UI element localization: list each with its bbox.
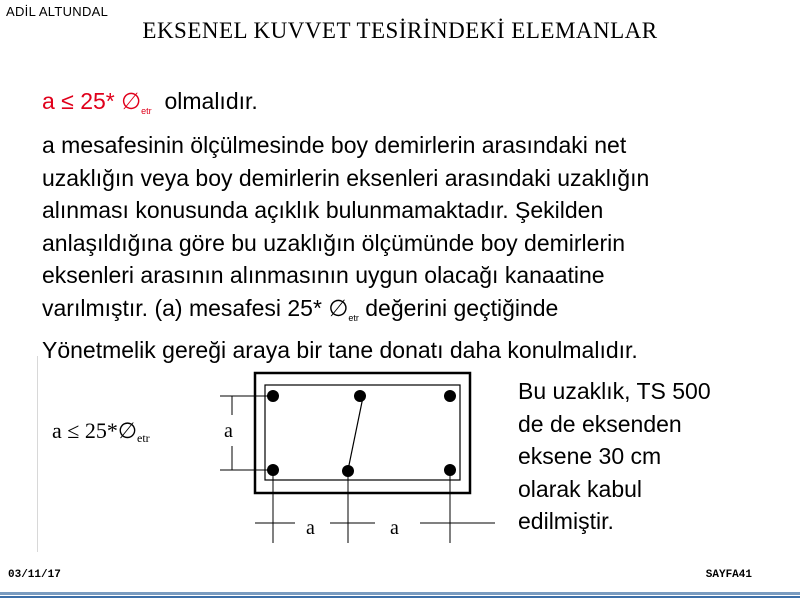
dim-h1-label: a	[306, 517, 315, 539]
figure-formula-sub: etr	[137, 431, 150, 445]
phi-symbol: ∅	[117, 418, 138, 443]
dim-h2-label: a	[390, 517, 399, 539]
phi-subscript: etr	[141, 106, 152, 116]
paragraph-line6-pre: varılmıştır. (a) mesafesi 25*	[42, 294, 322, 321]
paragraph-line: eksenleri arasının alınmasının uygun olacağı kanaatine	[42, 262, 605, 288]
paragraph-line: Yönetmelik gereği araya bir tane donatı daha konulmalıdır.	[42, 337, 638, 363]
body-paragraph	[42, 129, 762, 367]
condition-lhs: a ≤ 25*	[42, 88, 115, 114]
note-line: de de eksenden	[518, 410, 682, 437]
condition-line	[42, 88, 258, 116]
cross-tie	[348, 397, 363, 470]
footer-rule	[0, 596, 800, 598]
author-name: ADİL ALTUNDAL	[6, 4, 109, 19]
note-line: olarak kabul	[518, 475, 643, 502]
phi-symbol: ∅	[121, 88, 142, 114]
rebar	[444, 390, 456, 402]
phi-symbol: ∅	[328, 294, 349, 321]
paragraph-line: alınması konusunda açıklık bulunmamaktadır. Şekilden	[42, 197, 604, 223]
figure-formula	[52, 418, 150, 446]
note-line: eksene 30 cm	[518, 443, 662, 469]
footer-rule	[0, 592, 800, 595]
condition-tail: olmalıdır.	[164, 88, 258, 114]
side-note	[518, 375, 778, 538]
paragraph-line: anlaşıldığına göre bu uzaklığın ölçümünde boy demirlerin	[42, 229, 626, 256]
paragraph-line: uzaklığın veya boy demirlerin eksenleri arasındaki uzaklığın	[42, 164, 650, 191]
rebar	[354, 390, 366, 402]
paragraph-line6-post: değerini geçtiğinde	[365, 294, 559, 321]
paragraph-line	[42, 292, 762, 335]
note-line: Bu uzaklık, TS 500	[518, 378, 711, 404]
phi-subscript: etr	[348, 312, 359, 323]
dim-vertical-label: a	[224, 420, 233, 442]
divider-line	[37, 356, 38, 552]
footer-date: 03/11/17	[8, 569, 61, 581]
page-number: SAYFA41	[705, 569, 752, 581]
page-title: EKSENEL KUVVET TESİRİNDEKİ ELEMANLAR	[142, 18, 658, 43]
figure-formula-lhs: a ≤ 25*	[52, 418, 118, 443]
note-line: edilmiştir.	[518, 508, 614, 534]
paragraph-line: a mesafesinin ölçülmesinde boy demirlerin arasındaki net	[42, 132, 627, 158]
column-section-diagram	[200, 360, 510, 550]
